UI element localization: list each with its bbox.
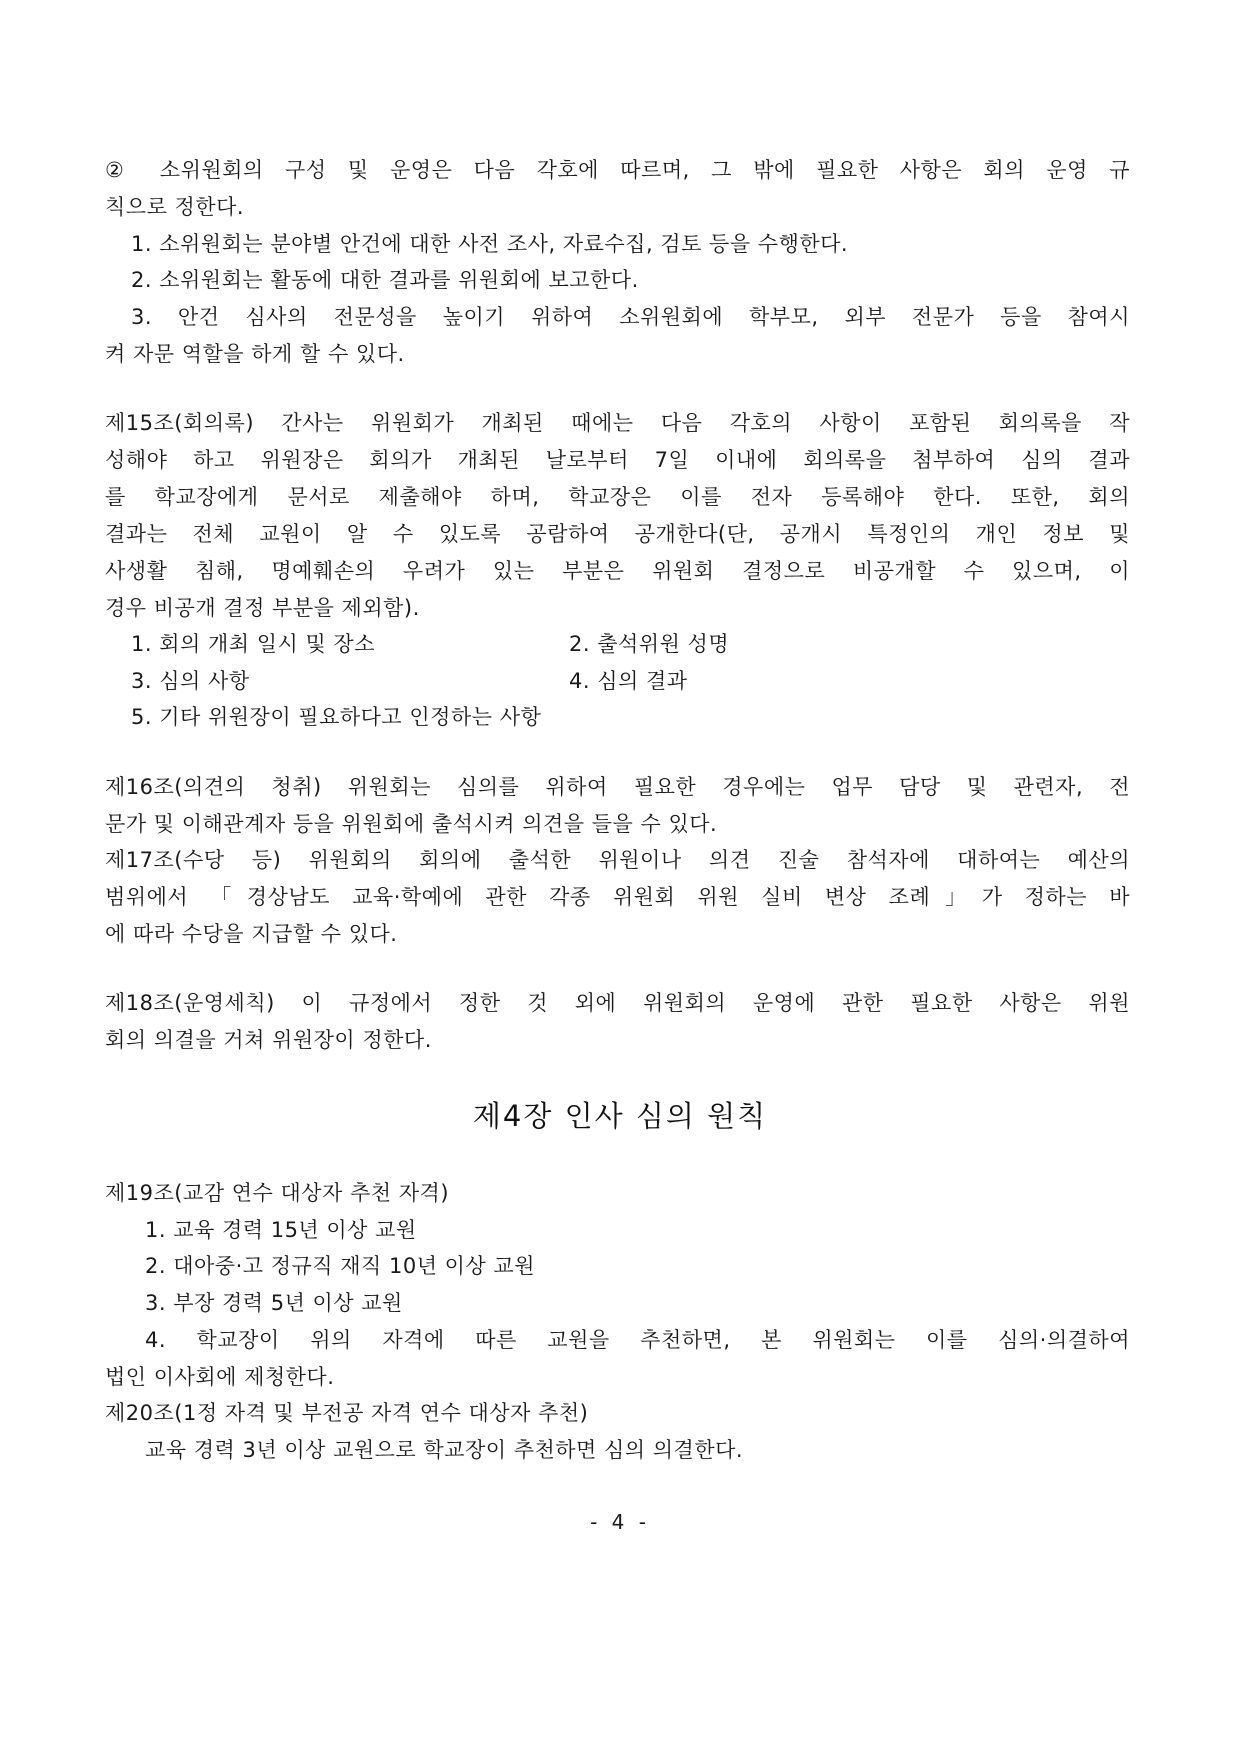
article-15-item-5: 5. 기타 위원장이 필요하다고 인정하는 사항 xyxy=(131,705,542,729)
article-17-line-3: 에 따라 수당을 지급할 수 있다. xyxy=(105,922,398,946)
article-15-item-3: 3. 심의 사항 xyxy=(131,669,250,693)
article-18-line-2: 회의 의결을 거쳐 위원장이 정한다. xyxy=(105,1028,432,1052)
article-15-line-2: 성해야 하고 위원장은 회의가 개최된 날로부터 7일 이내에 회의록을 첨부하여 심의 결과 xyxy=(105,448,1130,472)
article-15-item-row-1 xyxy=(131,629,1130,659)
chapter-heading: 제4장 인사 심의 원칙 xyxy=(472,1099,768,1133)
article-17-line-2: 범위에서 「경상남도 교육·학예에 관한 각종 위원회 위원 실비 변상 조례」가 정하는 바 xyxy=(105,885,1130,909)
article-15-line-4: 결과는 전체 교원이 알 수 있도록 공람하여 공개한다(단, 공개시 특정인의 개인 정보 및 xyxy=(105,522,1130,546)
article-17-line-1: 제17조(수당 등) 위원회의 회의에 출석한 위원이나 의견 진술 참석자에 대하여는 예산의 xyxy=(105,848,1130,872)
paragraph-14-2-line-2: 칙으로 정한다. xyxy=(105,195,245,219)
article-15-item-4: 4. 심의 결과 xyxy=(569,669,688,693)
article-15-item-row-2 xyxy=(131,666,1130,696)
paragraph-14-2-item-1: 1. 소위원회는 분야별 안건에 대한 사전 조사, 자료수집, 검토 등을 수행한다. xyxy=(131,232,849,256)
article-15-item-1: 1. 회의 개최 일시 및 장소 xyxy=(131,632,375,656)
article-16-line-2: 문가 및 이해관계자 등을 위원회에 출석시켜 의견을 들을 수 있다. xyxy=(105,812,718,836)
article-15-line-5: 사생활 침해, 명예훼손의 우려가 있는 부분은 위원회 결정으로 비공개할 수 있으며, 이 xyxy=(105,559,1130,583)
article-15-line-6: 경우 비공개 결정 부분을 제외함). xyxy=(105,596,420,620)
paragraph-14-2-item-3-line-2: 켜 자문 역할을 하게 할 수 있다. xyxy=(105,342,405,366)
paragraph-14-2-line-1: ② 소위원회의 구성 및 운영은 다음 각호에 따르며, 그 밖에 필요한 사항은 회의 운영 규 xyxy=(105,158,1130,182)
article-15-line-3: 를 학교장에게 문서로 제출해야 하며, 학교장은 이를 전자 등록해야 한다. 또한, 회의 xyxy=(105,485,1130,509)
article-15-line-1: 제15조(회의록) 간사는 위원회가 개최된 때에는 다음 각호의 사항이 포함된 회의록을 작 xyxy=(105,411,1130,435)
paragraph-14-2-item-3-line-1: 3. 안건 심사의 전문성을 높이기 위하여 소위원회에 학부모, 외부 전문가 등을 참여시 xyxy=(131,305,1130,329)
paragraph-14-2-item-2: 2. 소위원회는 활동에 대한 결과를 위원회에 보고한다. xyxy=(131,268,639,292)
article-19-title: 제19조(교감 연수 대상자 추천 자격) xyxy=(105,1181,450,1205)
article-19-item-1: 1. 교육 경력 15년 이상 교원 xyxy=(145,1218,417,1242)
article-19-item-4-line-1: 4. 학교장이 위의 자격에 따른 교원을 추천하면, 본 위원회는 이를 심의·의결하여 xyxy=(145,1328,1130,1352)
article-16-line-1: 제16조(의견의 청취) 위원회는 심의를 위하여 필요한 경우에는 업무 담당 및 관련자, 전 xyxy=(105,775,1130,799)
article-20-title: 제20조(1정 자격 및 부전공 자격 연수 대상자 추천) xyxy=(105,1401,589,1425)
article-15-item-2: 2. 출석위원 성명 xyxy=(569,632,730,656)
article-19-item-3: 3. 부장 경력 5년 이상 교원 xyxy=(145,1291,403,1315)
article-19-item-2: 2. 대아중·고 정규직 재직 10년 이상 교원 xyxy=(145,1254,535,1278)
article-19-item-4-line-2: 법인 이사회에 제청한다. xyxy=(105,1365,335,1389)
article-20-body: 교육 경력 3년 이상 교원으로 학교장이 추천하면 심의 의결한다. xyxy=(145,1438,744,1462)
article-18-line-1: 제18조(운영세칙) 이 규정에서 정한 것 외에 위원회의 운영에 관한 필요한 사항은 위원 xyxy=(105,991,1130,1015)
page-number: - 4 - xyxy=(590,1510,650,1534)
